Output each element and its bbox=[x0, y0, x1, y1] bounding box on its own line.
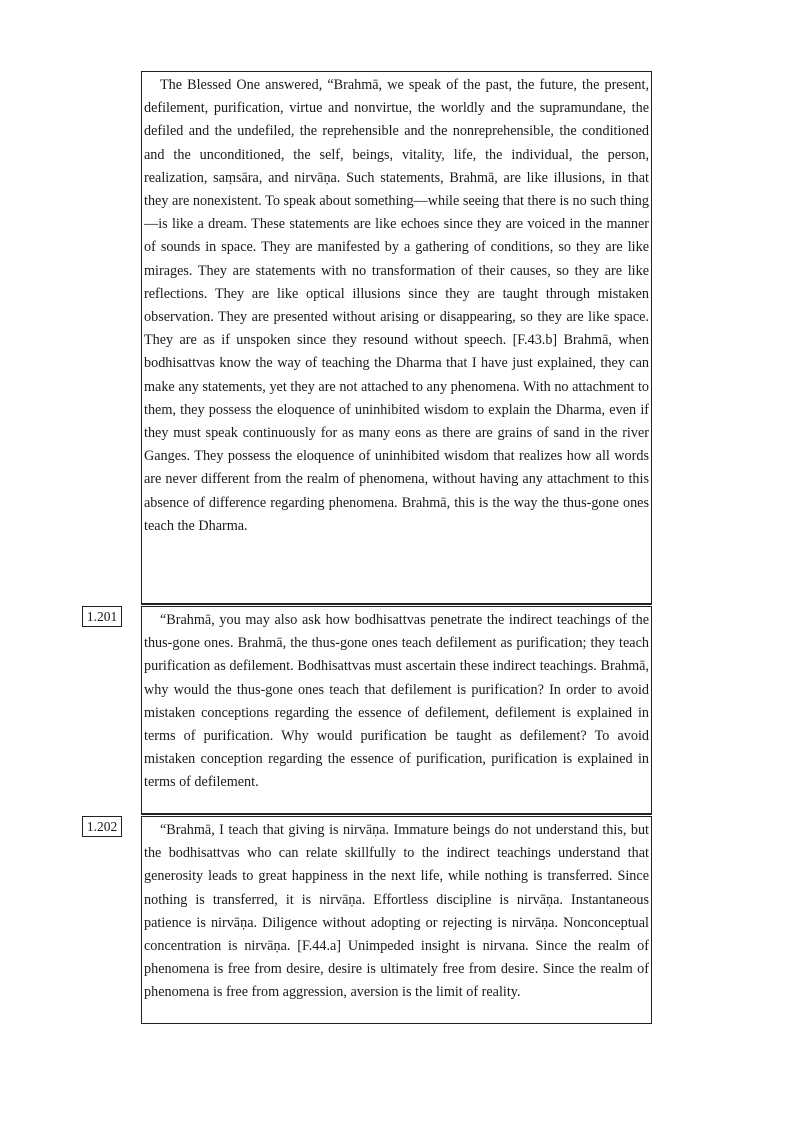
paragraph-block bbox=[141, 816, 652, 1024]
paragraph-text: The Blessed One answered, “Brahmā, we speak of the past, the future, the present, defilement, purification, virtue and nonvirtue, the worldly and the supramundane, the defiled and the undefiled, the reprehensible and the nonreprehensible, the conditioned and the unconditioned, the self, beings, vitality, life, the individual, the person, realization, saṃsāra, and nirvāṇa. Such statements, Brahmā, are like illusions, in that they are nonexistent. To speak about something—while seeing that there is no such thing—is like a dream. These statements are like echoes since they are voiced in the manner of sounds in space. They are manifested by a gathering of conditions, so they are like mirages. They are statements with no transformation of their causes, so they are like reflections. They are like optical illusions since they are taught through mistaken observation. They are presented without arising or disappearing, so they are like space. They are as if unspoken since they resound without speech. [F.43.b] Brahmā, when bodhisattvas know the way of teaching the Dharma that I have just explained, they can make any statements, yet they are not attached to any phenomena. With no attachment to them, they possess the eloquence of uninhibited wisdom to explain the Dharma, even if they must speak continuously for as many eons as there are grains of sand in the river Ganges. They possess the eloquence of uninhibited wisdom that realizes how all words are never different from the realm of phenomena, without having any attachment to this absence of difference regarding phenomena. Brahmā, this is the way the thus-gone ones teach the Dharma. bbox=[144, 77, 649, 534]
paragraph-number[interactable]: 1.202 bbox=[82, 816, 122, 837]
paragraph-block bbox=[141, 606, 652, 814]
paragraph-text: “Brahmā, I teach that giving is nirvāṇa. Immature beings do not understand this, but the bodhisattvas who can relate skillfully to the indirect teachings understand that generosity leads to great happiness in the next life, while nothing is transferred. Since nothing is transferred, it is nirvāṇa. Effortless discipline is nirvāṇa. Instantaneous patience is nirvāṇa. Diligence without adopting or rejecting is nirvāṇa. Nonconceptual concentration is nirvāṇa. [F.44.a] Unimpeded insight is nirvana. Since the realm of phenomena is free from desire, desire is ultimately free from desire. Since the realm of phenomena is free from aggression, aversion is the limit of reality. bbox=[144, 822, 649, 1001]
paragraph-number[interactable]: 1.201 bbox=[82, 606, 122, 627]
paragraph-text: “Brahmā, you may also ask how bodhisattvas penetrate the indirect teachings of the thus-gone ones. Brahmā, the thus-gone ones teach defilement as purification; they teach purification as defilement. Bodhisattvas must ascertain these indirect teachings. Brahmā, why would the thus-gone ones teach that defilement is purification? In order to avoid mistaken conceptions regarding the essence of defilement, defilement is explained in terms of purification. Why would purification be taught as defilement? To avoid mistaken conception regarding the essence of purification, purification is explained in terms of defilement. bbox=[144, 612, 649, 791]
paragraph-block bbox=[141, 71, 652, 604]
